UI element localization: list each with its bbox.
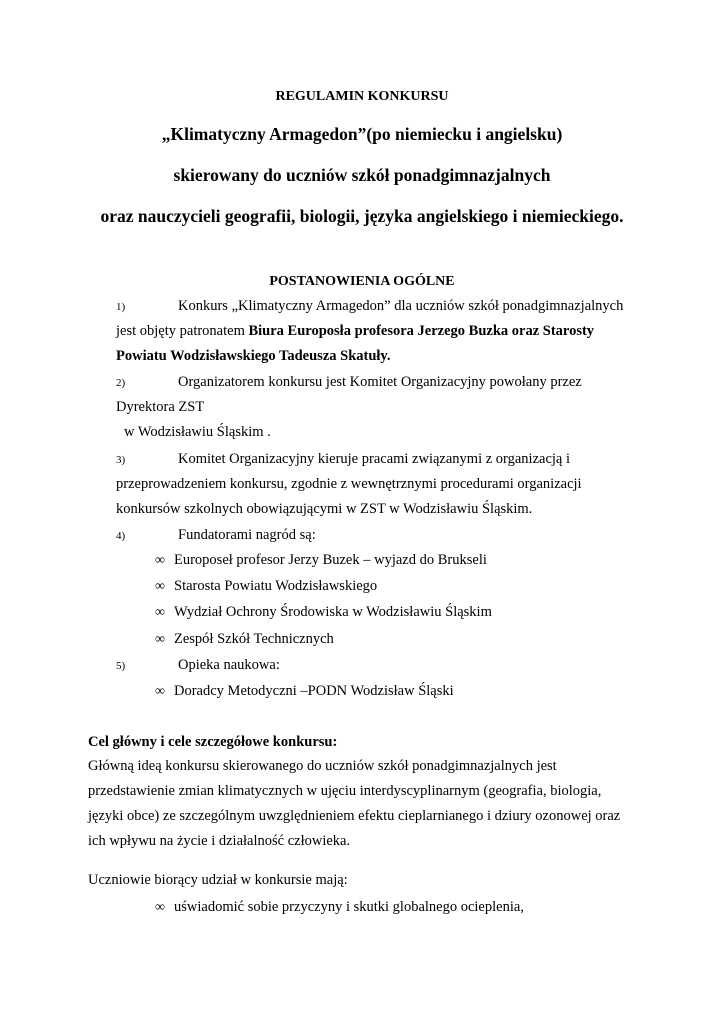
list-item: Starosta Powiatu Wodzisławskiego	[174, 578, 378, 594]
paragraph-1-line-1: Konkurs „Klimatyczny Armagedon” dla uczniów szkół ponadgimnazjalnych	[178, 298, 624, 314]
list-item: Zespół Szkół Technicznych	[174, 631, 334, 647]
document-subtitle-1: „Klimatyczny Armagedon”(po niemiecku i angielsku)	[161, 124, 563, 144]
infinity-bullet-icon: ∞	[155, 605, 165, 620]
goals-line-4: ich wpływu na życie i działalność człowieka.	[88, 833, 351, 849]
paragraph-1-line-2	[116, 323, 594, 340]
paragraph-number-2: 2)	[116, 377, 126, 389]
paragraph-5-line-1: Opieka naukowa:	[178, 657, 280, 673]
list-item: uświadomić sobie przyczyny i skutki globalnego ocieplenia,	[174, 899, 524, 915]
infinity-bullet-icon: ∞	[155, 632, 165, 647]
paragraph-1-text: jest objęty patronatem	[116, 323, 249, 339]
paragraph-3-line-3: konkursów szkolnych obowiązującymi w ZST w Wodzisławiu Śląskim.	[116, 501, 533, 517]
paragraph-4-line-1: Fundatorami nagród są:	[178, 527, 316, 543]
document-subtitle-2: skierowany do uczniów szkół ponadgimnazjalnych	[173, 165, 551, 185]
paragraph-3-line-1: Komitet Organizacyjny kieruje pracami związanymi z organizacją i	[178, 451, 571, 467]
section-heading-goals: Cel główny i cele szczegółowe konkursu:	[88, 734, 338, 750]
paragraph-2-line-3: w Wodzisławiu Śląskim .	[124, 424, 271, 440]
list-item: Wydział Ochrony Środowiska w Wodzisławiu Śląskim	[174, 604, 492, 620]
paragraph-3-line-2: przeprowadzeniem konkursu, zgodnie z wewnętrznymi procedurami organizacji	[116, 476, 582, 492]
document-subtitle-3: oraz nauczycieli geografii, biologii, języka angielskiego i niemieckiego.	[100, 206, 624, 226]
paragraph-number-4: 4)	[116, 530, 126, 542]
paragraph-number-3: 3)	[116, 454, 126, 466]
document-title: REGULAMIN KONKURSU	[275, 89, 449, 104]
section-heading-general: POSTANOWIENIA OGÓLNE	[269, 274, 455, 289]
list-item: Europoseł profesor Jerzy Buzek – wyjazd do Brukseli	[174, 552, 487, 568]
infinity-bullet-icon: ∞	[155, 553, 165, 568]
goals-line-2: przedstawienie zmian klimatycznych w ujęciu interdyscyplinarnym (geografia, biologia,	[88, 783, 602, 799]
paragraph-number-1: 1)	[116, 301, 126, 313]
paragraph-2-line-1: Organizatorem konkursu jest Komitet Organizacyjny powołany przez	[178, 374, 582, 390]
paragraph-number-5: 5)	[116, 660, 126, 672]
paragraph-1-patron: Biura Europosła profesora Jerzego Buzka oraz Starosty	[248, 323, 595, 339]
paragraph-1-line-3: Powiatu Wodzisławskiego Tadeusza Skatuły.	[116, 348, 391, 364]
infinity-bullet-icon: ∞	[155, 900, 165, 915]
list-item: Doradcy Metodyczni –PODN Wodzisław Śląski	[174, 683, 454, 699]
paragraph-2-line-2: Dyrektora ZST	[116, 399, 205, 415]
infinity-bullet-icon: ∞	[155, 684, 165, 699]
goals-line-1: Główną ideą konkursu skierowanego do uczniów szkół ponadgimnazjalnych jest	[88, 758, 557, 774]
goals-line-3: języki obce) ze szczególnym uwzględnieniem efektu cieplarnianego i dziury ozonowej oraz	[88, 808, 621, 824]
students-intro: Uczniowie biorący udział w konkursie mają:	[88, 872, 348, 888]
infinity-bullet-icon: ∞	[155, 579, 165, 594]
